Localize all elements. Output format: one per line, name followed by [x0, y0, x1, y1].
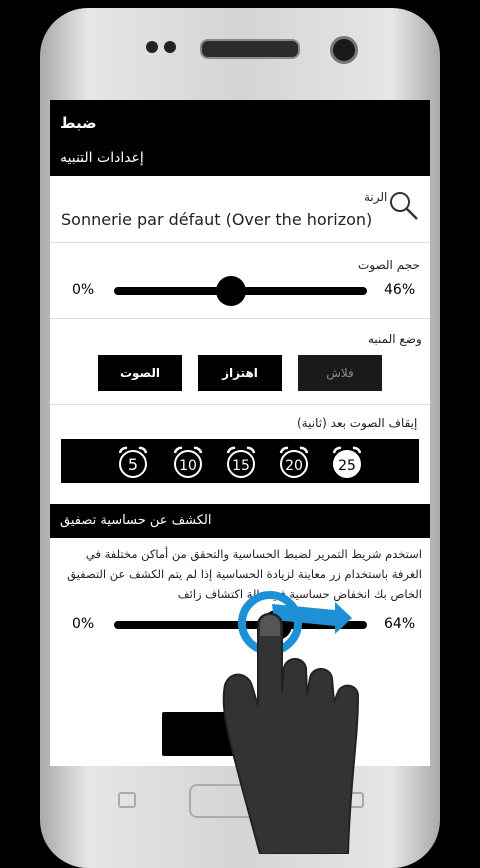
snooze-selector [61, 439, 419, 483]
snooze-option-25: 25 [338, 458, 356, 474]
alarm-clock-icon[interactable] [330, 445, 364, 479]
settings-header [50, 146, 430, 176]
volume-min-label: 0% [72, 282, 95, 298]
volume-value-label: 46% [384, 282, 416, 298]
recent-apps-key[interactable] [118, 792, 136, 808]
sensitivity-min-label: 0% [72, 616, 95, 632]
snooze-option-5: 5 [127, 455, 139, 474]
phone-top-bezel [40, 8, 440, 108]
flash-mode-button[interactable]: فلاش [298, 355, 382, 391]
snooze-option-20: 20 [285, 458, 303, 474]
alarm-clock-icon[interactable] [116, 445, 150, 479]
app-title: ضبط [60, 114, 97, 132]
sensor-dot [146, 41, 158, 53]
alarm-clock-icon[interactable] [224, 445, 258, 479]
alarm-clock-icon[interactable] [277, 445, 311, 479]
settings-title: إعدادات التنبيه [60, 150, 144, 166]
clap-section-title: الكشف عن حساسية تصفيق [60, 513, 212, 528]
divider [50, 242, 430, 243]
snooze-option-10: 10 [179, 458, 197, 474]
vibrate-mode-button[interactable]: اهتزاز [198, 355, 282, 391]
snooze-label: إيقاف الصوت بعد (ثانية) [297, 416, 418, 430]
clap-section-header [50, 504, 430, 538]
clap-description: استخدم شريط التمرير لضبط الحساسية والتحقق من أماكن مختلفة في الغرفة باستخدام زر معاينة لزيادة الحساسية إذا لم يتم الكشف عن التصفيق الخاص بك انخفاض حساسية في حالة اكتشاف زائف [67, 547, 422, 601]
ringtone-label: الرنة [364, 190, 388, 204]
hand-pointer-icon [200, 580, 420, 854]
sensitivity-value-label: 64% [384, 616, 416, 632]
divider [50, 404, 430, 405]
app-bar [50, 100, 430, 146]
volume-label: حجم الصوت [358, 258, 420, 272]
snooze-option-15: 15 [232, 458, 250, 474]
sound-mode-button[interactable]: الصوت [98, 355, 182, 391]
alarm-mode-label: وضع المنبه [368, 332, 422, 346]
front-camera [330, 36, 358, 64]
volume-slider-thumb[interactable] [216, 276, 246, 306]
ringtone-value[interactable]: Sonnerie par défaut (Over the horizon) [61, 210, 373, 229]
sensor-dot [164, 41, 176, 53]
alarm-clock-icon[interactable] [171, 445, 205, 479]
search-icon[interactable] [388, 190, 418, 220]
divider [50, 318, 430, 319]
arrow-right-icon [272, 602, 352, 634]
earpiece-speaker [200, 39, 300, 59]
